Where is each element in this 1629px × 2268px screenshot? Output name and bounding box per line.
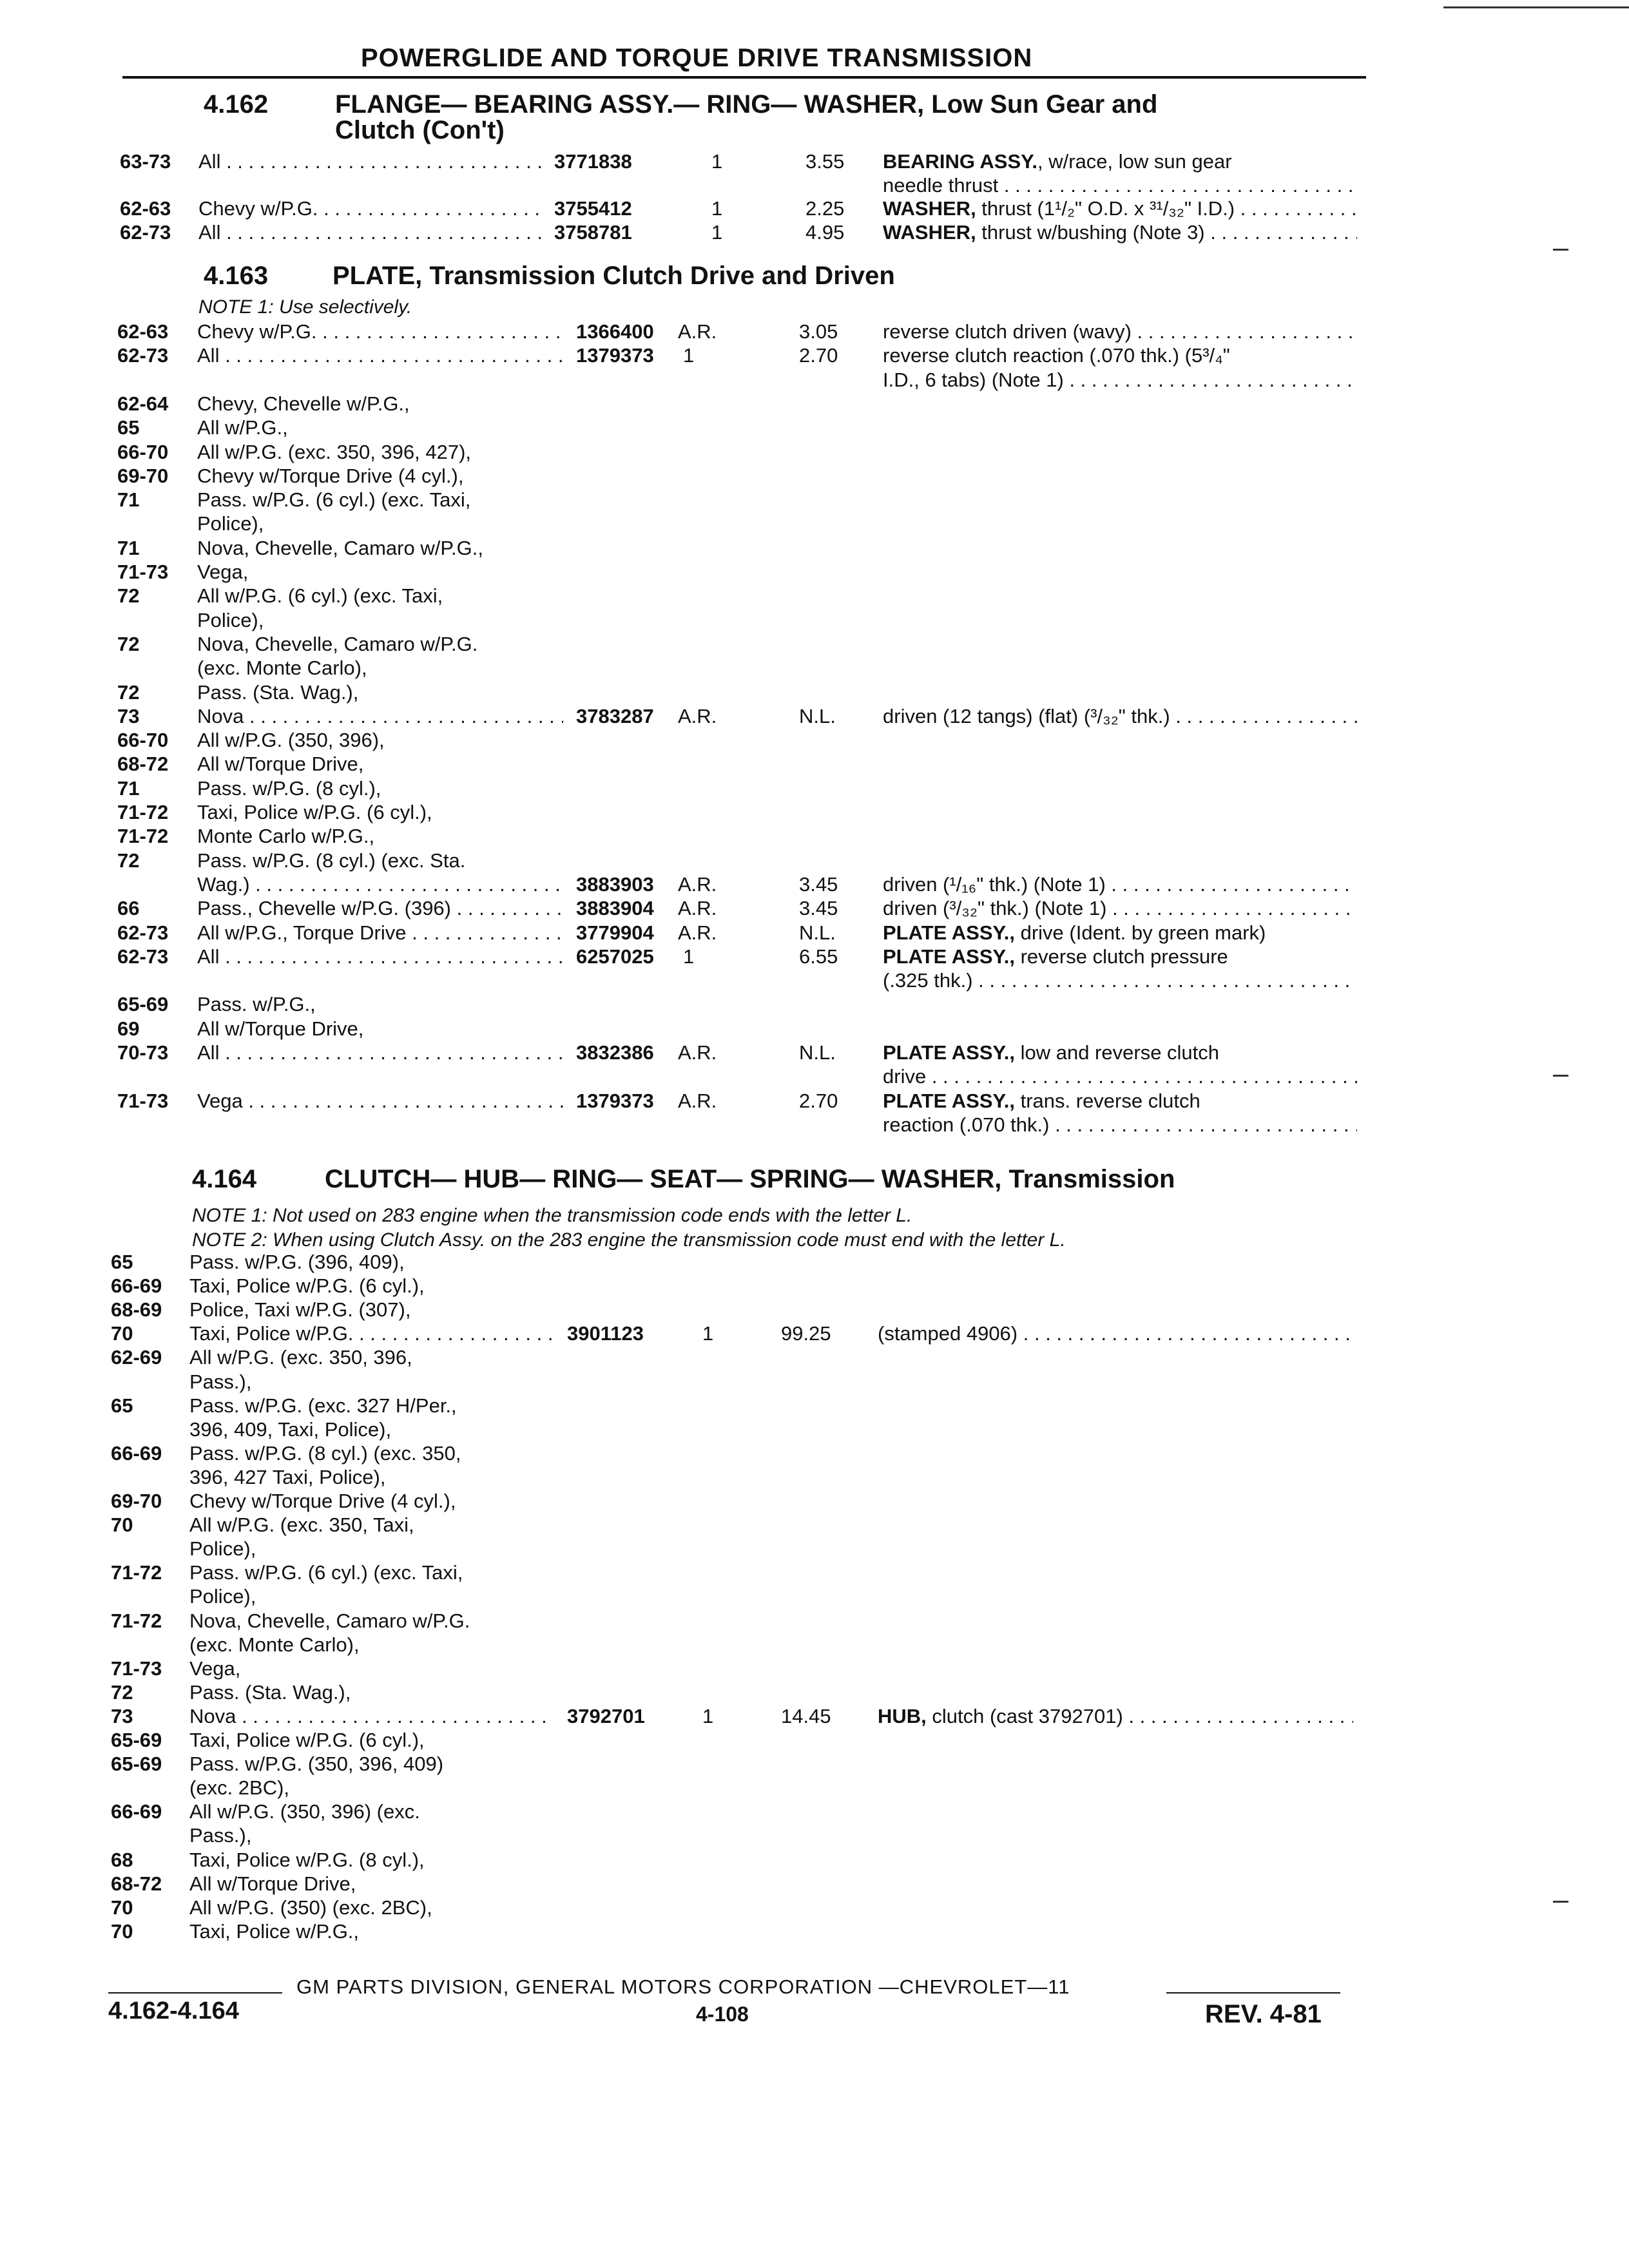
row-description — [883, 1064, 1357, 1089]
row-years: 70 — [111, 1896, 133, 1919]
row-model: Taxi, Police w/P.G. (6 cyl.), — [189, 1274, 425, 1298]
table-row — [0, 1657, 1629, 1681]
row-model: Pass. w/P.G. (exc. 327 H/Per., — [189, 1394, 457, 1417]
row-description-bold: WASHER, — [883, 220, 976, 244]
section-title: CLUTCH— HUB— RING— SEAT— SPRING— WASHER, Transmission — [325, 1165, 1175, 1193]
table-row — [0, 149, 1629, 174]
table-row — [0, 656, 1629, 680]
row-years: 62-63 — [117, 320, 169, 343]
table-row — [0, 1345, 1629, 1370]
row-years: 72 — [111, 1680, 133, 1704]
row-model: All w/P.G. (exc. 350, 396, — [189, 1346, 412, 1369]
row-description-text: thrust w/bushing (Note 3) — [976, 220, 1205, 244]
row-model: Police, Taxi w/P.G. (307), — [189, 1298, 411, 1321]
table-row — [0, 1752, 1629, 1776]
table-row — [0, 968, 1629, 993]
row-model: All w/Torque Drive, — [197, 753, 364, 776]
row-description — [883, 1089, 1200, 1113]
table-row — [0, 704, 1629, 729]
row-years: 68-72 — [111, 1872, 162, 1895]
table-row — [0, 1872, 1629, 1896]
row-description-text: reaction (.070 thk.) — [883, 1113, 1050, 1136]
footer-publisher: GM PARTS DIVISION, GENERAL MOTORS CORPORATION —CHEVROLET—11 — [296, 1975, 1070, 1998]
table-row — [0, 1321, 1629, 1346]
row-model: Chevy, Chevelle w/P.G., — [197, 392, 410, 415]
row-years: 71 — [117, 536, 140, 559]
table-row — [0, 488, 1629, 512]
row-quantity: 1 — [711, 220, 723, 244]
row-years: 69 — [117, 1017, 140, 1040]
row-description-text: driven (³/₃₂" thk.) (Note 1) — [883, 897, 1107, 920]
row-part-number: 3758781 — [554, 220, 632, 244]
table-row — [0, 368, 1629, 392]
row-years: 71-72 — [117, 825, 169, 848]
row-part-number: 3883903 — [576, 872, 654, 896]
table-row — [0, 416, 1629, 440]
row-description-text: driven (12 tangs) (flat) (³/₃₂" thk.) — [883, 704, 1170, 727]
table-row — [0, 1513, 1629, 1537]
row-part-number: 3783287 — [576, 704, 654, 727]
row-description — [883, 320, 1357, 344]
page-header-title: POWERGLIDE AND TORQUE DRIVE TRANSMISSION — [361, 44, 1033, 72]
row-price: N.L. — [799, 1041, 836, 1064]
section-title: PLATE, Transmission Clutch Drive and Driven — [333, 262, 895, 290]
row-model: All . . . — [197, 945, 563, 969]
row-years: 65 — [111, 1251, 133, 1273]
row-description-text: low and reverse clutch — [1014, 1041, 1220, 1064]
row-model: Taxi, Police w/P.G. . . . — [189, 1321, 554, 1346]
row-model: Pass.), — [189, 1370, 252, 1393]
row-model: Police), — [189, 1537, 256, 1561]
row-model: Vega, — [197, 561, 249, 583]
row-model: Pass. w/P.G., — [197, 993, 316, 1016]
row-years: 68 — [111, 1848, 133, 1871]
row-description-text: trans. reverse clutch — [1014, 1089, 1200, 1112]
table-row — [0, 512, 1629, 536]
row-years: 62-63 — [120, 197, 171, 220]
row-years: 69-70 — [117, 464, 169, 487]
footer-rule-left — [108, 1992, 282, 1994]
table-row — [0, 1465, 1629, 1490]
row-price: 2.25 — [805, 197, 845, 220]
table-row — [0, 343, 1629, 368]
row-quantity: A.R. — [678, 872, 717, 896]
row-part-number: 3901123 — [567, 1322, 644, 1345]
row-price: 99.25 — [781, 1322, 831, 1345]
row-model: Taxi, Police w/P.G. (6 cyl.), — [189, 1729, 425, 1751]
table-row — [0, 584, 1629, 608]
row-years: 62-69 — [111, 1346, 162, 1369]
table-row — [0, 896, 1629, 921]
table-row — [0, 1113, 1629, 1137]
row-description — [883, 704, 1357, 729]
row-description-bold: PLATE ASSY., — [883, 921, 1015, 944]
row-description — [878, 1321, 1353, 1346]
table-row — [0, 1633, 1629, 1657]
row-years: 71-73 — [111, 1657, 162, 1680]
row-years: 68-69 — [111, 1298, 162, 1321]
table-row — [0, 1298, 1629, 1322]
row-description — [883, 968, 1357, 993]
row-model: Nova, Chevelle, Camaro w/P.G. — [189, 1609, 470, 1632]
table-row — [0, 1680, 1629, 1705]
section-title: FLANGE— BEARING ASSY.— RING— WASHER, Low Sun Gear and — [335, 90, 1158, 119]
row-description-bold: PLATE ASSY., — [883, 1041, 1015, 1064]
table-row — [0, 560, 1629, 584]
row-model: Pass. w/P.G. (8 cyl.) (exc. 350, — [189, 1441, 461, 1465]
table-row — [0, 392, 1629, 416]
row-years: 72 — [117, 849, 140, 872]
row-description-text: reverse clutch pressure — [1014, 945, 1228, 968]
row-model: Pass. w/P.G. (8 cyl.) (exc. Sta. — [197, 849, 466, 872]
table-row — [0, 752, 1629, 776]
row-part-number: 3792701 — [567, 1704, 645, 1727]
row-model: Pass. w/P.G. (6 cyl.) (exc. Taxi, — [197, 488, 471, 512]
row-model: Pass. w/P.G. (8 cyl.), — [197, 776, 381, 800]
row-description-text: reverse clutch reaction (.070 thk.) (5³/₄" — [883, 344, 1230, 367]
row-years: 65-69 — [111, 1753, 162, 1776]
row-price: N.L. — [799, 921, 836, 944]
row-years: 62-73 — [117, 344, 169, 367]
row-description-bold: PLATE ASSY., — [883, 945, 1015, 968]
row-years: 73 — [117, 704, 140, 727]
row-description — [883, 872, 1357, 897]
row-years: 71-73 — [117, 561, 169, 583]
row-description-text: reverse clutch driven (wavy) — [883, 320, 1132, 343]
table-row — [0, 1584, 1629, 1609]
row-model: All w/P.G. (350, 396), — [197, 729, 385, 752]
row-part-number: 3883904 — [576, 897, 654, 920]
header-rule — [122, 76, 1366, 79]
table-row — [0, 776, 1629, 801]
row-model: 396, 409, Taxi, Police), — [189, 1418, 392, 1441]
row-years: 65-69 — [117, 993, 169, 1016]
row-years: 66-69 — [111, 1274, 162, 1298]
row-years: 72 — [117, 584, 140, 608]
table-row — [0, 1441, 1629, 1466]
row-price: 3.55 — [805, 150, 845, 173]
section-number: 4.162 — [204, 90, 269, 119]
table-row — [0, 1041, 1629, 1065]
row-model: All . . . — [197, 343, 563, 368]
row-description-bold: HUB, — [878, 1704, 927, 1727]
row-model: Chevy w/Torque Drive (4 cyl.), — [189, 1490, 456, 1512]
row-description — [883, 1041, 1219, 1065]
row-quantity: A.R. — [678, 704, 717, 727]
table-row — [0, 872, 1629, 897]
row-model: All w/Torque Drive, — [189, 1872, 356, 1895]
table-row — [0, 1017, 1629, 1041]
row-model: Wag.) . . . — [197, 872, 563, 897]
section-number: 4.164 — [192, 1165, 257, 1193]
row-quantity: A.R. — [678, 1041, 717, 1064]
row-model: (exc. 2BC), — [189, 1776, 290, 1800]
row-years: 63-73 — [120, 150, 171, 173]
table-row — [0, 1418, 1629, 1442]
table-row — [0, 1089, 1629, 1113]
row-model: Police), — [197, 608, 264, 631]
row-years: 62-73 — [117, 921, 169, 944]
row-years: 72 — [117, 680, 140, 704]
row-years: 66-69 — [111, 1800, 162, 1823]
row-years: 71-72 — [111, 1609, 162, 1632]
row-description-text: driven (¹/₁₆" thk.) (Note 1) — [883, 872, 1106, 896]
row-model: All . . . — [197, 1041, 563, 1065]
table-row — [0, 536, 1629, 561]
row-part-number: 3755412 — [554, 197, 632, 220]
row-model: Vega, — [189, 1657, 241, 1680]
row-description — [883, 945, 1228, 969]
row-years: 72 — [117, 632, 140, 655]
row-model: Taxi, Police w/P.G., — [189, 1919, 360, 1943]
row-years: 65 — [111, 1394, 133, 1417]
table-row — [0, 992, 1629, 1017]
row-part-number: 3779904 — [576, 921, 654, 944]
row-model: Nova . . . — [197, 704, 563, 729]
row-model: Vega . . . — [197, 1089, 563, 1113]
table-row — [0, 1250, 1629, 1274]
row-years: 71-72 — [117, 801, 169, 823]
row-model: Pass., Chevelle w/P.G. (396) . . . — [197, 896, 563, 921]
row-model: (exc. Monte Carlo), — [189, 1633, 360, 1656]
table-row — [0, 800, 1629, 825]
row-years: 70 — [111, 1919, 133, 1943]
row-model: All w/Torque Drive, — [197, 1017, 364, 1040]
row-description — [883, 921, 1266, 945]
row-description — [883, 220, 1357, 245]
table-row — [0, 1489, 1629, 1514]
table-row — [0, 1896, 1629, 1920]
row-years: 66-70 — [117, 440, 169, 463]
row-description-text: I.D., 6 tabs) (Note 1) — [883, 368, 1064, 391]
table-row — [0, 632, 1629, 657]
table-row — [0, 1370, 1629, 1394]
table-row — [0, 1537, 1629, 1561]
row-model: Monte Carlo w/P.G., — [197, 825, 375, 848]
row-quantity: 1 — [711, 197, 723, 220]
row-part-number: 1379373 — [576, 1089, 654, 1112]
table-row — [0, 1919, 1629, 1944]
row-model: Pass. (Sta. Wag.), — [197, 680, 359, 704]
row-model: All w/P.G. (350) (exc. 2BC), — [189, 1896, 432, 1919]
row-model: (exc. Monte Carlo), — [197, 657, 367, 680]
row-quantity: 1 — [683, 344, 695, 367]
row-description-text: clutch (cast 3792701) — [926, 1704, 1123, 1727]
table-row — [0, 1561, 1629, 1585]
section-note: NOTE 1: Use selectively. — [198, 296, 412, 318]
section-title-continued: Clutch (Con't) — [335, 116, 505, 144]
row-years: 68-72 — [117, 753, 169, 776]
table-row — [0, 320, 1629, 344]
row-quantity: 1 — [702, 1322, 714, 1345]
row-price: 3.05 — [799, 320, 838, 343]
row-part-number: 1366400 — [576, 320, 654, 343]
row-years: 66-70 — [117, 729, 169, 752]
row-description — [883, 368, 1357, 392]
table-row — [0, 1776, 1629, 1800]
row-years: 65-69 — [111, 1729, 162, 1751]
table-row — [0, 440, 1629, 465]
row-model: Taxi, Police w/P.G. (6 cyl.), — [197, 801, 432, 823]
table-row — [0, 849, 1629, 873]
row-model: Police), — [197, 512, 264, 535]
row-description-text: thrust (1¹/₂" O.D. x ³¹/₃₂" I.D.) — [976, 197, 1235, 220]
row-quantity: A.R. — [678, 897, 717, 920]
table-row — [0, 824, 1629, 849]
row-years: 70 — [111, 1322, 133, 1345]
row-model: All . . . — [198, 220, 541, 245]
row-years: 71 — [117, 776, 140, 800]
row-price: 2.70 — [799, 344, 838, 367]
row-model: Pass.), — [189, 1824, 252, 1847]
table-row — [0, 608, 1629, 633]
table-row — [0, 1848, 1629, 1872]
row-years: 73 — [111, 1704, 133, 1727]
row-price: 3.45 — [799, 897, 838, 920]
row-description-bold: BEARING ASSY. — [883, 150, 1038, 173]
row-model: Pass. (Sta. Wag.), — [189, 1680, 351, 1704]
row-model: Nova . . . — [189, 1704, 554, 1729]
row-model: All w/P.G., — [197, 416, 288, 439]
section-note: NOTE 2: When using Clutch Assy. on the 283 engine the transmission code must end with the letter L. — [192, 1229, 1066, 1251]
row-model: Police), — [189, 1585, 256, 1608]
table-row — [0, 945, 1629, 969]
row-quantity: A.R. — [678, 320, 717, 343]
margin-tick — [1553, 249, 1568, 251]
row-description — [883, 343, 1230, 368]
row-years: 62-73 — [117, 945, 169, 968]
row-model: Pass. w/P.G. (350, 396, 409) — [189, 1753, 444, 1776]
row-years: 71 — [117, 488, 140, 512]
row-model: 396, 427 Taxi, Police), — [189, 1465, 386, 1488]
row-years: 70 — [111, 1514, 133, 1537]
row-description-text: (stamped 4906) — [878, 1322, 1018, 1345]
row-model: All w/P.G., Torque Drive . . . — [197, 921, 563, 945]
row-years: 71-72 — [111, 1561, 162, 1584]
row-part-number: 3832386 — [576, 1041, 654, 1064]
table-row — [0, 173, 1629, 198]
row-description — [883, 197, 1357, 221]
row-quantity: 1 — [683, 945, 695, 968]
row-description-bold: PLATE ASSY., — [883, 1089, 1015, 1112]
row-years: 71-73 — [117, 1089, 169, 1112]
table-row — [0, 197, 1629, 221]
table-row — [0, 220, 1629, 245]
row-years: 62-73 — [120, 220, 171, 244]
row-price: 14.45 — [781, 1704, 831, 1727]
row-price: 4.95 — [805, 220, 845, 244]
row-price: N.L. — [799, 704, 836, 727]
footer-page-number: 4-108 — [696, 2003, 749, 2026]
row-model: Taxi, Police w/P.G. (8 cyl.), — [189, 1848, 425, 1871]
row-model: Pass. w/P.G. (396, 409), — [189, 1251, 405, 1273]
row-quantity: A.R. — [678, 1089, 717, 1112]
row-quantity: 1 — [711, 150, 723, 173]
row-years: 70-73 — [117, 1041, 169, 1064]
row-description-text: (.325 thk.) — [883, 969, 973, 992]
row-model: Pass. w/P.G. (6 cyl.) (exc. Taxi, — [189, 1561, 463, 1584]
row-description — [878, 1704, 1353, 1729]
table-row — [0, 1064, 1629, 1089]
row-price: 2.70 — [799, 1089, 838, 1112]
section-number: 4.163 — [204, 262, 269, 290]
table-row — [0, 1274, 1629, 1298]
row-years: 69-70 — [111, 1490, 162, 1512]
top-edge-rule — [1443, 6, 1629, 8]
row-part-number: 6257025 — [576, 945, 654, 968]
row-model: Chevy w/P.G. . . . — [197, 320, 563, 344]
table-row — [0, 1394, 1629, 1418]
row-description — [883, 173, 1357, 198]
footer-section-range: 4.162-4.164 — [108, 1997, 239, 2024]
row-price: 3.45 — [799, 872, 838, 896]
row-description — [883, 149, 1232, 174]
table-row — [0, 921, 1629, 945]
row-description — [883, 896, 1357, 921]
row-model: Nova, Chevelle, Camaro w/P.G., — [197, 536, 483, 559]
table-row — [0, 728, 1629, 753]
row-price: 6.55 — [799, 945, 838, 968]
row-description — [883, 1113, 1357, 1137]
margin-tick — [1553, 1901, 1568, 1903]
row-model: Nova, Chevelle, Camaro w/P.G. — [197, 632, 478, 655]
table-row — [0, 464, 1629, 488]
row-model: Chevy w/Torque Drive (4 cyl.), — [197, 464, 464, 487]
footer-revision: REV. 4-81 — [1205, 2000, 1322, 2028]
row-quantity: 1 — [702, 1704, 714, 1727]
table-row — [0, 1609, 1629, 1633]
table-row — [0, 1823, 1629, 1848]
row-model: All w/P.G. (exc. 350, Taxi, — [189, 1514, 414, 1537]
row-years: 66 — [117, 897, 140, 920]
row-model: All w/P.G. (exc. 350, 396, 427), — [197, 440, 472, 463]
row-years: 65 — [117, 416, 140, 439]
margin-tick — [1553, 1075, 1568, 1077]
row-description-bold: WASHER, — [883, 197, 976, 220]
table-row — [0, 1704, 1629, 1729]
row-model: All . . . — [198, 149, 541, 174]
row-quantity: A.R. — [678, 921, 717, 944]
row-model: Chevy w/P.G. . . . — [198, 197, 541, 221]
row-years: 62-64 — [117, 392, 169, 415]
row-model: All w/P.G. (350, 396) (exc. — [189, 1800, 420, 1823]
row-part-number: 1379373 — [576, 344, 654, 367]
row-description-text: , w/race, low sun gear — [1037, 150, 1232, 173]
table-row — [0, 1800, 1629, 1824]
footer-rule-right — [1166, 1992, 1340, 1994]
table-row — [0, 680, 1629, 705]
table-row — [0, 1728, 1629, 1753]
row-description-text: needle thrust — [883, 173, 999, 197]
row-model: All w/P.G. (6 cyl.) (exc. Taxi, — [197, 584, 443, 608]
row-years: 66-69 — [111, 1441, 162, 1465]
row-part-number: 3771838 — [554, 150, 632, 173]
row-description-text: drive (Ident. by green mark) — [1014, 921, 1266, 944]
section-note: NOTE 1: Not used on 283 engine when the transmission code ends with the letter L. — [192, 1205, 912, 1226]
row-description-text: drive — [883, 1065, 927, 1088]
